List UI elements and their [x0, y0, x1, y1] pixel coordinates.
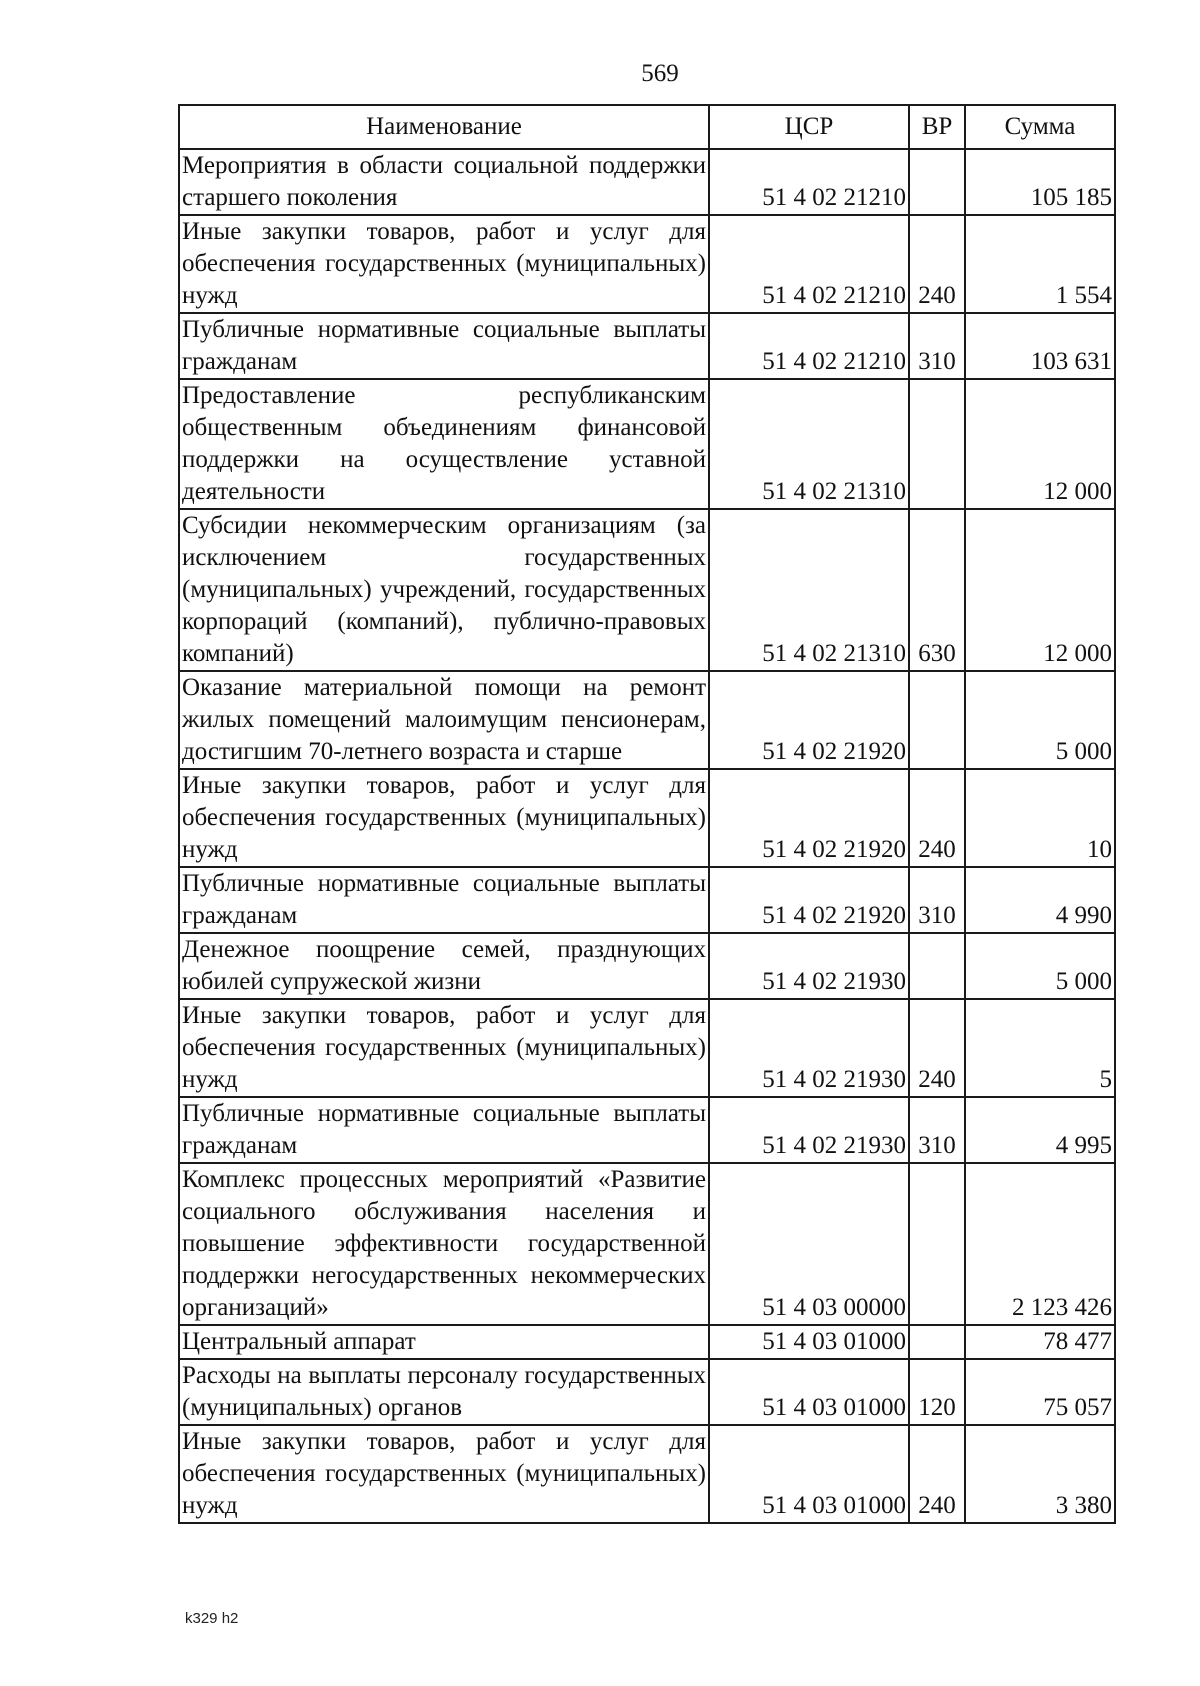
row-vr: 310: [909, 1097, 965, 1163]
table-row: [179, 1325, 1115, 1359]
row-vr: 240: [909, 769, 965, 867]
row-sum: 4 990: [965, 867, 1115, 933]
row-vr: 240: [909, 1425, 965, 1523]
row-csr: 51 4 02 21920: [709, 769, 909, 867]
row-name: Комплекс процессных мероприятий «Развитие социального обслуживания населения и повышение эффективности государственной поддержки негосударственных некоммерческих организаций»: [179, 1163, 709, 1325]
row-name: Центральный аппарат: [179, 1325, 709, 1359]
row-vr: [909, 149, 965, 215]
row-csr: 51 4 03 00000: [709, 1163, 909, 1325]
table-row: [179, 313, 1115, 379]
row-sum: 103 631: [965, 313, 1115, 379]
footer-code: k329 h2: [185, 1610, 239, 1627]
row-vr: 310: [909, 867, 965, 933]
row-csr: 51 4 03 01000: [709, 1325, 909, 1359]
page-number: 569: [641, 60, 679, 87]
row-name: Оказание материальной помощи на ремонт жилых помещений малоимущим пенсионерам, достигшим 70-летнего возраста и старше: [179, 671, 709, 769]
table-row: [179, 867, 1115, 933]
row-csr: 51 4 02 21930: [709, 933, 909, 999]
table-row: [179, 509, 1115, 671]
row-name: Субсидии некоммерческим организациям (за исключением государственных (муниципальных) учреждений, государственных корпораций (компаний), публично-правовых компаний): [179, 509, 709, 671]
row-sum: 12 000: [965, 509, 1115, 671]
row-sum: 10: [965, 769, 1115, 867]
row-csr: 51 4 03 01000: [709, 1359, 909, 1425]
table-body: [179, 149, 1115, 1523]
table-row: [179, 1097, 1115, 1163]
row-name: Публичные нормативные социальные выплаты гражданам: [179, 313, 709, 379]
table-row: [179, 215, 1115, 313]
row-csr: 51 4 02 21210: [709, 215, 909, 313]
row-name: Мероприятия в области социальной поддержки старшего поколения: [179, 149, 709, 215]
row-sum: 4 995: [965, 1097, 1115, 1163]
row-sum: 105 185: [965, 149, 1115, 215]
row-vr: 240: [909, 215, 965, 313]
row-name: Иные закупки товаров, работ и услуг для обеспечения государственных (муниципальных) нужд: [179, 999, 709, 1097]
table-row: [179, 379, 1115, 509]
row-sum: 5: [965, 999, 1115, 1097]
table-row: [179, 999, 1115, 1097]
row-sum: 5 000: [965, 933, 1115, 999]
row-vr: 310: [909, 313, 965, 379]
row-csr: 51 4 02 21930: [709, 1097, 909, 1163]
row-vr: 120: [909, 1359, 965, 1425]
row-csr: 51 4 03 01000: [709, 1425, 909, 1523]
header-csr: ЦСР: [709, 105, 909, 149]
header-name: Наименование: [179, 105, 709, 149]
row-vr: 630: [909, 509, 965, 671]
header-vr: ВР: [909, 105, 965, 149]
row-name: Иные закупки товаров, работ и услуг для обеспечения государственных (муниципальных) нужд: [179, 215, 709, 313]
row-sum: 75 057: [965, 1359, 1115, 1425]
table-row: [179, 1359, 1115, 1425]
row-name: Публичные нормативные социальные выплаты гражданам: [179, 867, 709, 933]
table-row: [179, 1163, 1115, 1325]
row-csr: 51 4 02 21210: [709, 313, 909, 379]
row-name: Публичные нормативные социальные выплаты гражданам: [179, 1097, 709, 1163]
row-vr: [909, 1163, 965, 1325]
row-name: Иные закупки товаров, работ и услуг для обеспечения государственных (муниципальных) нужд: [179, 769, 709, 867]
row-csr: 51 4 02 21930: [709, 999, 909, 1097]
table-row: [179, 671, 1115, 769]
row-csr: 51 4 02 21920: [709, 671, 909, 769]
row-sum: 3 380: [965, 1425, 1115, 1523]
row-name: Иные закупки товаров, работ и услуг для обеспечения государственных (муниципальных) нужд: [179, 1425, 709, 1523]
table-row: [179, 149, 1115, 215]
row-csr: 51 4 02 21210: [709, 149, 909, 215]
row-csr: 51 4 02 21310: [709, 379, 909, 509]
table-row: [179, 1425, 1115, 1523]
table-header-row: [179, 105, 1115, 149]
table-row: [179, 769, 1115, 867]
row-vr: [909, 671, 965, 769]
row-sum: 78 477: [965, 1325, 1115, 1359]
row-sum: 1 554: [965, 215, 1115, 313]
row-name: Расходы на выплаты персоналу государственных (муниципальных) органов: [179, 1359, 709, 1425]
budget-table: [178, 104, 1116, 1524]
row-sum: 12 000: [965, 379, 1115, 509]
row-vr: [909, 933, 965, 999]
row-sum: 5 000: [965, 671, 1115, 769]
row-vr: 240: [909, 999, 965, 1097]
row-csr: 51 4 02 21310: [709, 509, 909, 671]
header-sum: Сумма: [965, 105, 1115, 149]
row-name: Предоставление республиканским общественным объединениям финансовой поддержки на осуществление уставной деятельности: [179, 379, 709, 509]
row-vr: [909, 1325, 965, 1359]
table-row: [179, 933, 1115, 999]
row-sum: 2 123 426: [965, 1163, 1115, 1325]
row-csr: 51 4 02 21920: [709, 867, 909, 933]
row-name: Денежное поощрение семей, празднующих юбилей супружеской жизни: [179, 933, 709, 999]
row-vr: [909, 379, 965, 509]
